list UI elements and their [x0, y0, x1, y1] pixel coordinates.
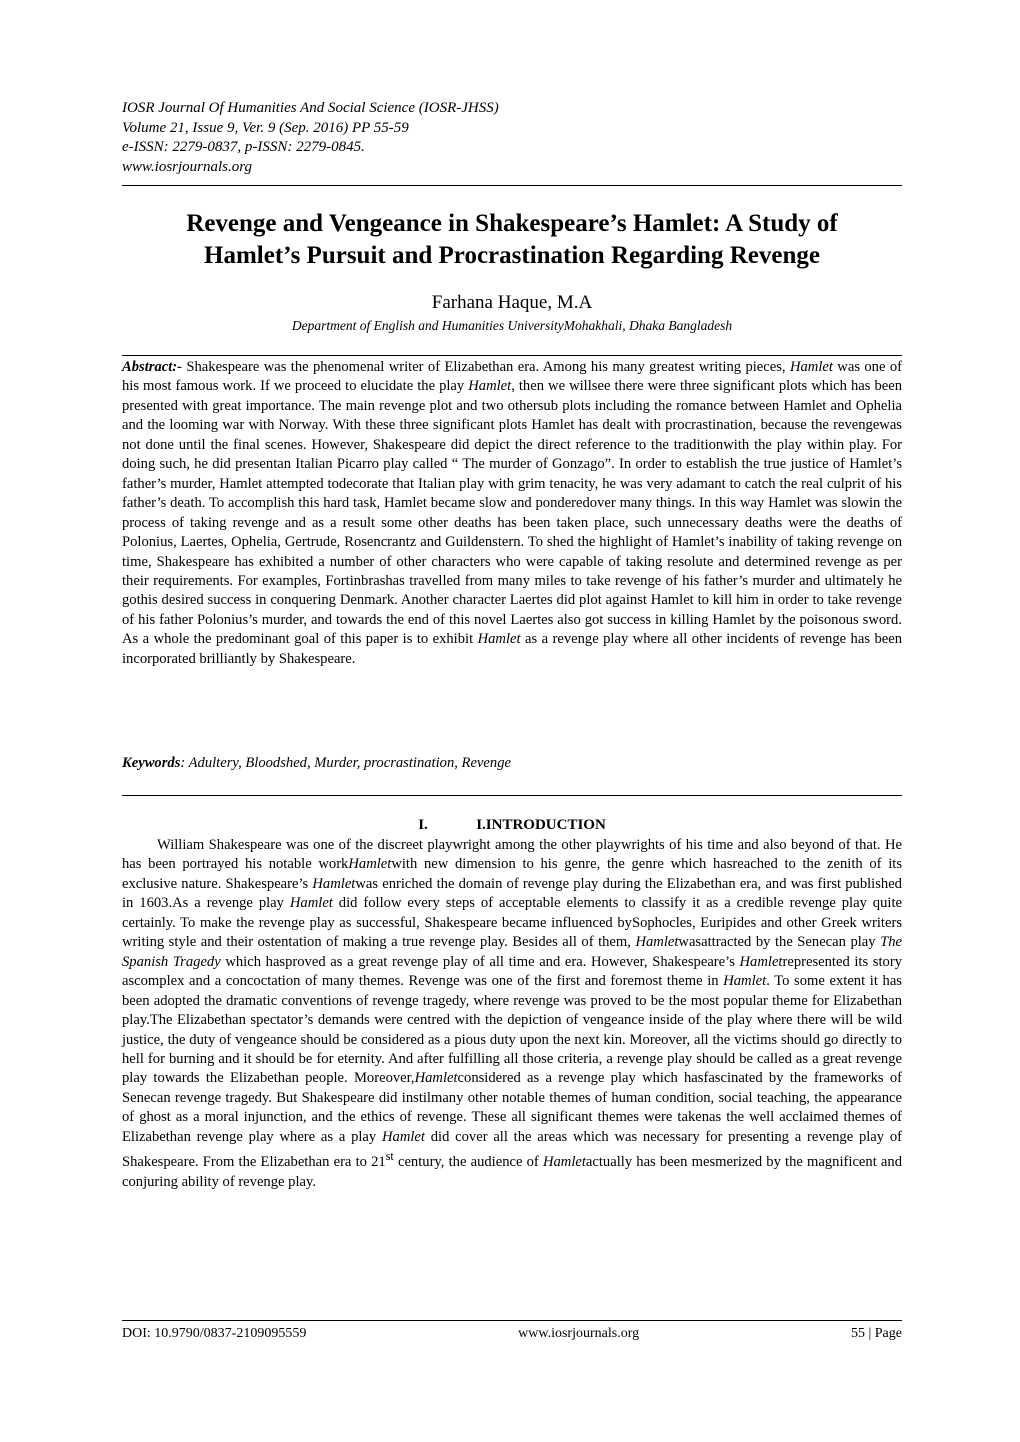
intro-text: which hasproved as a great revenge play of all time and era. However, Shakespeare’s	[220, 953, 740, 970]
introduction-paragraph	[122, 836, 902, 1192]
page-footer	[122, 1326, 902, 1342]
superscript: st	[385, 1149, 394, 1164]
intro-text: . To some extent it has been adopted the dramatic conventions of revenge tragedy, where revenge was proved to be the most popular theme for Elizabethan play.The Elizabethan spectator’s demands were centred with the depiction of vengeance inside of the play where there will be wild justice, the duty of vengeance should be considered as a pious duty upon the next kin. Moreover, all the victims should go directly to hell for burning and it should be for eternity. And after fulfilling all those criteria, a revenge play should be called as a great revenge play towards the Elizabethan people. Moreover,	[122, 973, 902, 1087]
footer-website-link[interactable]: www.iosrjournals.org	[518, 1326, 640, 1341]
abstract-text: as a revenge play where all other incidents of revenge has been incorporated brilliantly by Shakespeare.	[122, 631, 903, 667]
intro-italic: Hamlet	[381, 1128, 425, 1145]
abstract	[122, 358, 902, 669]
title-line-2: Hamlet’s Pursuit and Procrastination Regarding Revenge	[204, 242, 820, 269]
intro-text: actually has been mesmerized by the magnificent and conjuring ability of revenge play.	[122, 1154, 902, 1190]
intro-italic: Hamlet	[414, 1070, 458, 1087]
abstract-italic-title: Hamlet	[789, 359, 833, 375]
intro-italic: Hamlet	[348, 856, 392, 873]
intro-italic: Hamlet	[723, 973, 767, 990]
journal-website-link[interactable]: www.iosrjournals.org	[122, 158, 253, 175]
header-divider	[122, 185, 902, 186]
intro-text: did cover all the areas which was necessary for presenting a revenge play of Shakespeare. From the Elizabethan era to 21	[122, 1128, 902, 1171]
title-line-1: Revenge and Vengeance in Shakespeare’s Hamlet: A Study of	[186, 210, 838, 237]
journal-issn: e-ISSN: 2279-0837, p-ISSN: 2279-0845.	[122, 139, 365, 155]
keywords-text: : Adultery, Bloodshed, Murder, procrastination, Revenge	[180, 755, 511, 771]
intro-italic: The Spanish Tragedy	[122, 934, 902, 970]
journal-volume: Volume 21, Issue 9, Ver. 9 (Sep. 2016) PP 55-59	[122, 119, 409, 136]
intro-text: century, the audience of	[393, 1154, 543, 1171]
abstract-text: Shakespeare was the phenomenal writer of Elizabethan era. Among his many greatest writing pieces,	[182, 359, 790, 375]
intro-text: considered as a revenge play which hasfascinated by the frameworks of Senecan revenge tragedy. But Shakespeare did instilmany other notable themes of human condition, social teaching, the appearance of ghost as a moral injunction, and the ethics of revenge. These all significant themes were takenas the well acclaimed themes of Elizabethan revenge play where as a play	[122, 1070, 902, 1145]
intro-text: wasattracted by the Senecan play	[678, 934, 881, 951]
intro-text: with new dimension to his genre, the genre which hasreached to the zenith of its exclusive nature. Shakespeare’s	[122, 856, 902, 892]
abstract-italic-title: Hamlet	[468, 378, 512, 395]
intro-text: represented its story ascomplex and a concoctation of many themes. Revenge was one of the first and foremost theme in	[122, 953, 902, 990]
keywords-label: Keywords	[122, 755, 181, 771]
paper-title	[122, 208, 902, 272]
section-heading	[122, 817, 902, 834]
intro-italic: Hamlet	[289, 895, 333, 912]
journal-name: IOSR Journal Of Humanities And Social Science (IOSR-JHSS)	[122, 100, 499, 116]
abstract-text: , then we willsee there were three significant plots which has been presented with great importance. The main revenge plot and two othersub plots including the romance between Hamlet and Ophelia and the looming war with Norway. With these three significant plots Hamlet has dealt with procrastination, because the revengewas not done until the final scenes. However, Shakespeare did depict the direct reference to the traditionwith the play within play. For doing such, he did presentan Italian Picarro play called “ The murder of Gonzago”. In order to establish the true justice of Hamlet’s father’s murder, Hamlet attempted todecorate that Italian play with grim tenacity, he was very adamant to catch the real culprit of his father’s death. To accomplish this hard task, Hamlet became slow and ponderedover many things. In this way Hamlet was slowin the process of taking revenge and as a result some other deaths has been taken place, such unnecessary deaths were the deaths of Polonius, Laertes, Ophelia, Gertrude, Rosencrantz and Guildenstern. To shed the highlight of Hamlet’s inability of taking revenge on time, Shakespeare has exhibited a number of other characters who were capable of taking resolute and determined revenge as per their requirements. For examples, Fortinbrashas travelled from many miles to take revenge of his father’s murder and ultimately he gothis desired success in conquering Denmark. Another character Laertes did plot against Hamlet to kill him in order to take revenge of his father Polonius’s murder, and towards the end of this novel Laertes also got success in killing Hamlet by the poisonous sword. As a whole the predominant goal of this paper is to exhibit	[122, 378, 902, 648]
footer-divider	[122, 1320, 902, 1321]
abstract-italic-title: Hamlet	[477, 631, 521, 648]
intro-italic: Hamlet	[542, 1154, 586, 1171]
author-affiliation: Department of English and Humanities UniversityMohakhali, Dhaka Bangladesh	[291, 318, 733, 333]
abstract-label: Abstract:-	[122, 359, 182, 375]
author-name: Farhana Haque, M.A	[431, 292, 593, 313]
abstract-bottom-divider	[122, 795, 902, 796]
footer-doi: DOI: 10.9790/0837-2109095559	[122, 1326, 307, 1341]
section-title: I.INTRODUCTION	[476, 817, 606, 833]
intro-italic: Hamlet	[739, 953, 783, 970]
intro-italic: Hamlet	[635, 934, 679, 951]
intro-text: was enriched the domain of revenge play during the Elizabethan era, and was first published in 1603.As a revenge play	[122, 875, 902, 912]
keywords	[122, 755, 902, 772]
journal-header	[122, 99, 902, 177]
section-number: I.	[418, 817, 428, 833]
intro-text: William Shakespeare was one of the discreet playwright among the other playwrights of his time and also beyond of that. He has been portrayed his notable work	[122, 837, 902, 873]
introduction-body	[122, 836, 902, 1192]
abstract-text: was one of his most famous work. If we proceed to elucidate the play	[122, 359, 902, 395]
intro-text: did follow every steps of acceptable elements to classify it as a credible revenge play quite certainly. To make the revenge play as successful, Shakespeare became influenced bySophocles, Euripides and other Greek writers writing style and their ostentation of making a true revenge play. Besides all of them,	[122, 895, 902, 951]
abstract-top-divider	[122, 355, 902, 356]
footer-page-number: 55 | Page	[850, 1326, 902, 1341]
intro-italic: Hamlet	[312, 875, 356, 892]
